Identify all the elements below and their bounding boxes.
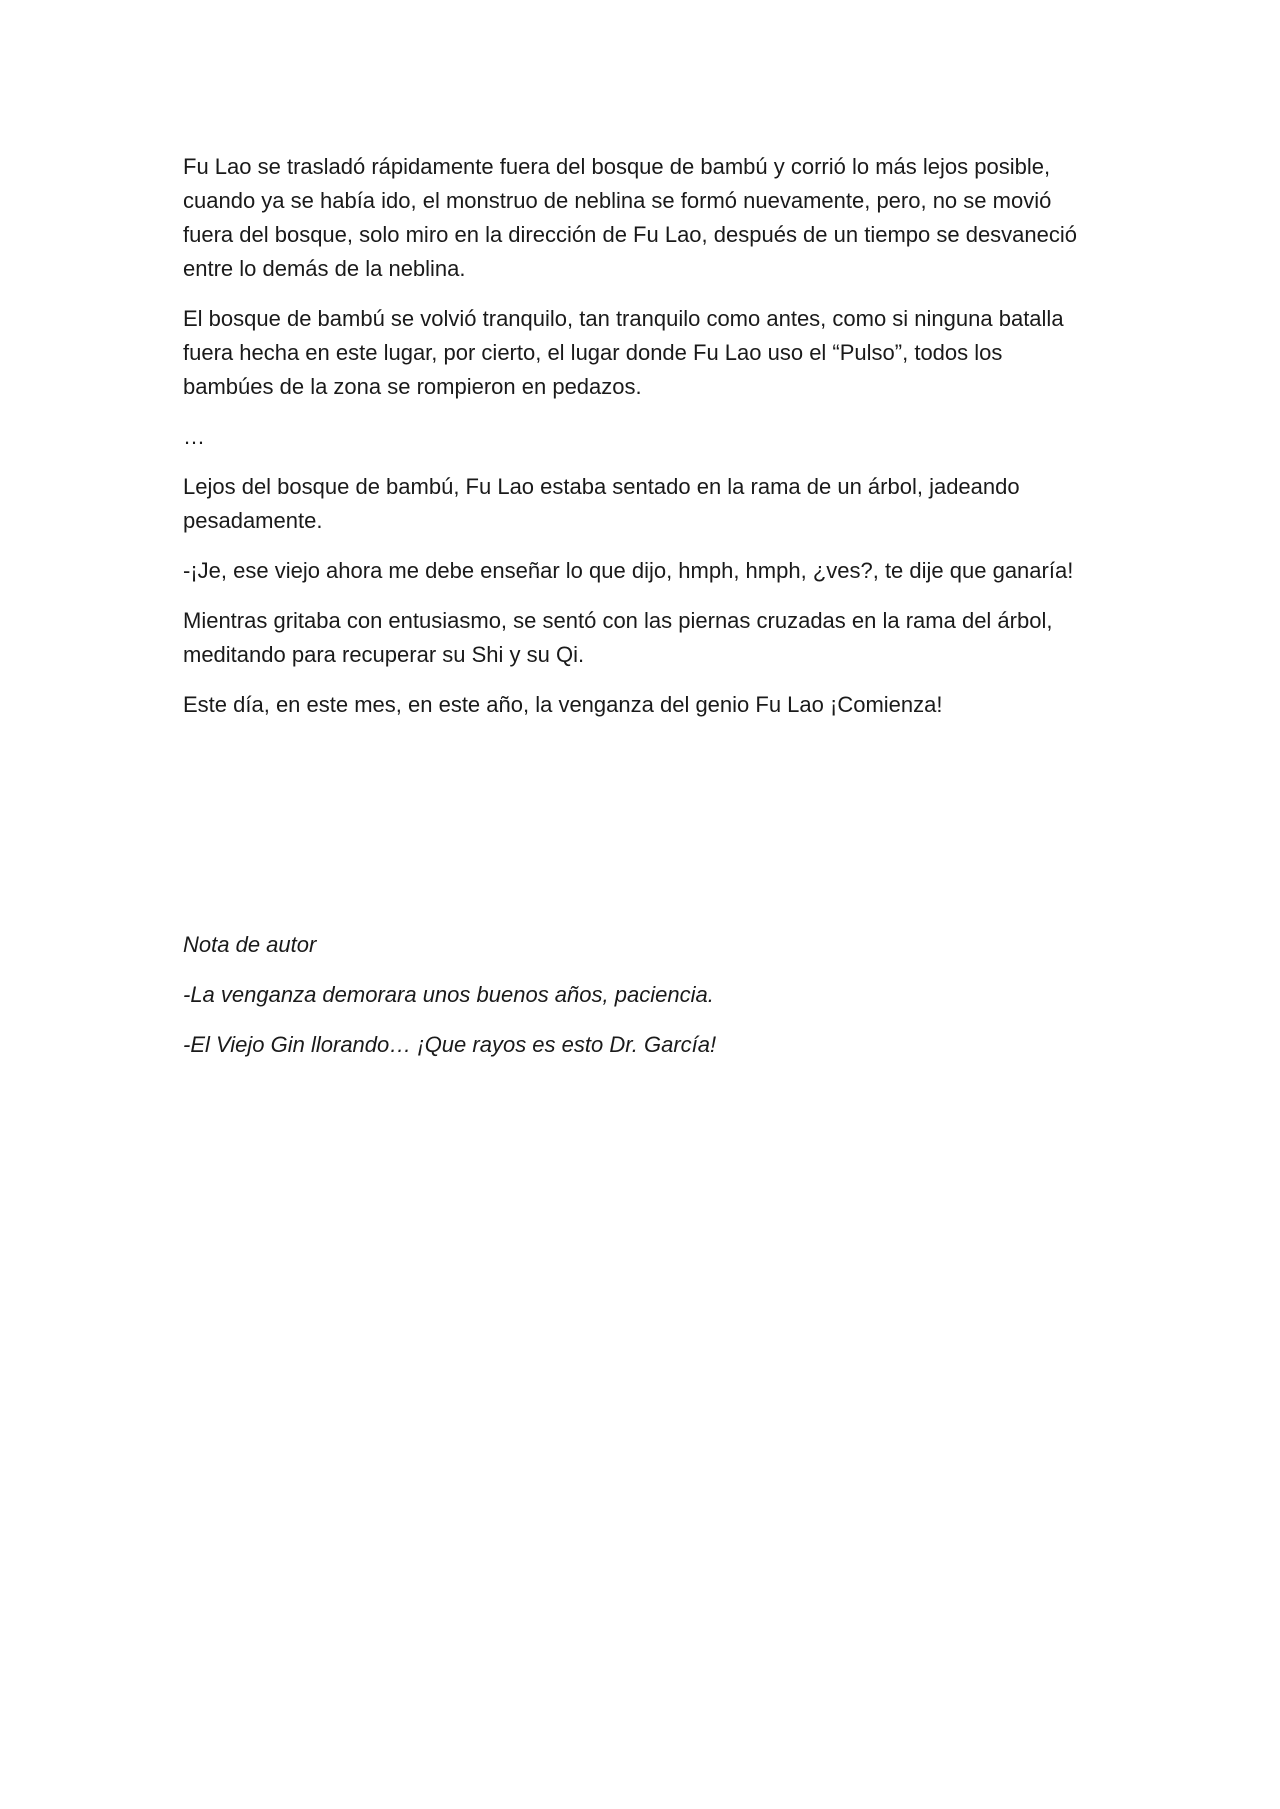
story-paragraph: Este día, en este mes, en este año, la venganza del genio Fu Lao ¡Comienza! (183, 692, 943, 717)
story-paragraph: -¡Je, ese viejo ahora me debe enseñar lo que dijo, hmph, hmph, ¿ves?, te dije que ganaría! (183, 558, 1074, 583)
story-paragraph: Mientras gritaba con entusiasmo, se sentó con las piernas cruzadas en la rama del árbol, meditando para recuperar su Shi y su Qi. (183, 608, 1053, 667)
story-paragraph: Fu Lao se trasladó rápidamente fuera del bosque de bambú y corrió lo más lejos posible, cuando ya se había ido, el monstruo de neblina se formó nuevamente, pero, no se movió fuera del bosque, solo miro en la dirección de Fu Lao, después de un tiempo se desvaneció entre lo demás de la neblina. (183, 154, 1078, 281)
author-note-line: -La venganza demorara unos buenos años, paciencia. (183, 982, 714, 1007)
story-paragraph: Lejos del bosque de bambú, Fu Lao estaba sentado en la rama de un árbol, jadeando pesadamente. (183, 474, 1020, 533)
author-note-line: -El Viejo Gin llorando… ¡Que rayos es esto Dr. García! (183, 1032, 717, 1057)
scene-break: … (183, 424, 205, 449)
story-body (183, 150, 1093, 738)
story-paragraph: El bosque de bambú se volvió tranquilo, tan tranquilo como antes, como si ninguna batalla fuera hecha en este lugar, por cierto, el lugar donde Fu Lao uso el “Pulso”, todos los bambúes de la zona se rompieron en pedazos. (183, 306, 1064, 399)
author-note-heading: Nota de autor (183, 932, 317, 957)
author-note (183, 928, 1093, 1078)
